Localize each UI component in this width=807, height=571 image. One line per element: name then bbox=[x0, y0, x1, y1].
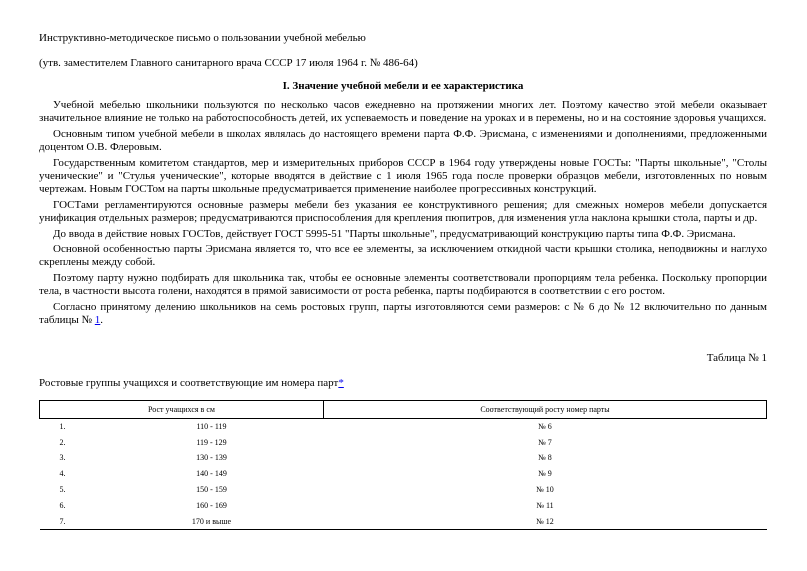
table-row bbox=[40, 497, 767, 513]
row-number: 4. bbox=[59, 469, 66, 479]
paragraph-5: До ввода в действие новых ГОСТов, действует ГОСТ 5995-51 "Парты школьные", предусматривающий конструкцию парты типа Ф.Ф. Эрисмана. bbox=[53, 227, 736, 240]
row-number: 3. bbox=[59, 453, 66, 463]
document-page bbox=[39, 32, 767, 530]
approval-note: (утв. заместителем Главного санитарного врача СССР 17 июля 1964 г. № 486-64) bbox=[39, 57, 418, 69]
section-heading: I. Значение учебной мебели и ее характеристика bbox=[282, 80, 524, 92]
row-number: 5. bbox=[59, 485, 66, 495]
table-row bbox=[40, 482, 767, 498]
row-number: 2. bbox=[59, 437, 66, 447]
table-row bbox=[40, 418, 767, 434]
desk-number: № 11 bbox=[536, 500, 554, 510]
table-1-link[interactable]: 1 bbox=[94, 314, 101, 327]
desk-number: № 10 bbox=[536, 485, 554, 495]
height-range: 119 - 129 bbox=[196, 437, 227, 447]
paragraph-8 bbox=[39, 301, 767, 328]
table-number: Таблица № 1 bbox=[706, 351, 767, 364]
desk-number: № 8 bbox=[538, 453, 552, 463]
table-row bbox=[40, 434, 767, 450]
height-range: 110 - 119 bbox=[196, 421, 227, 431]
table-header-row bbox=[40, 400, 767, 418]
desk-number: № 7 bbox=[538, 437, 552, 447]
header-height: Рост учащихся в см bbox=[40, 400, 324, 418]
paragraph-7: Поэтому парту нужно подбирать для школьника так, чтобы ее основные элементы соответствовали пропорциям тела ребенка. Поскольку пропорции тела, в частности высота голени, находятся в прямой зависимости от роста ребенка, парты подбираются в соответствии с его ростом. bbox=[39, 271, 767, 298]
table-row bbox=[40, 513, 767, 529]
paragraph-4: ГОСТами регламентируются основные размеры мебели без указания ее конструктивного решения; для смежных номеров мебели допускается унификация отдельных размеров; предусматриваются приспособления для крепления пюпитров, для изменения угла наклона крышки стола, парты и др. bbox=[39, 198, 767, 225]
height-range: 160 - 169 bbox=[196, 500, 227, 510]
document-title: Инструктивно-методическое письмо о пользовании учебной мебелью bbox=[39, 32, 366, 44]
paragraph-8-text: Согласно принятому делению школьников на семь ростовых групп, парты изготовляются семи размеров: с № 6 до № 12 включительно по данным таблицы № bbox=[39, 300, 767, 327]
table-caption-text: Ростовые группы учащихся и соответствующие им номера парт bbox=[39, 376, 339, 389]
row-number: 7. bbox=[40, 513, 100, 529]
paragraph-1: Учебной мебелью школьники пользуются по несколько часов ежедневно на протяжении многих лет. Поэтому качество этой мебели оказывает значительное влияние не только на работоспособность детей, их успеваемость и поведение на уроках и в перемены, но и на состояние здоровья учащихся. bbox=[39, 99, 767, 125]
table-body bbox=[40, 418, 767, 530]
row-number: 1. bbox=[59, 421, 66, 431]
paragraph-3: Государственным комитетом стандартов, мер и измерительных приборов СССР в 1964 году утверждены новые ГОСТы: "Парты школьные", "Столы ученические" и "Стулья ученические", которые вводятся в действие с 1 июля 1965 года после проверки образцов мебели, изготовленных по новым чертежам. Новым ГОСТом на парты школьные предусматривается применение наиболее прогрессивных конструкций. bbox=[39, 156, 767, 196]
paragraph-6: Основной особенностью парты Эрисмана является то, что все ее элементы, за исключением откидной части крышки столика, неподвижны и наглухо скреплены между собой. bbox=[39, 243, 767, 269]
height-range: 170 и выше bbox=[100, 513, 324, 529]
paragraph-8-end: . bbox=[100, 314, 104, 327]
height-range: 150 - 159 bbox=[196, 485, 227, 495]
desk-number: № 6 bbox=[538, 421, 552, 431]
footnote-link[interactable]: * bbox=[338, 376, 344, 389]
table-row bbox=[40, 450, 767, 466]
desk-number: № 12 bbox=[324, 513, 767, 529]
table-row bbox=[40, 466, 767, 482]
desk-number: № 9 bbox=[538, 469, 552, 479]
height-range: 140 - 149 bbox=[196, 469, 227, 479]
table-caption bbox=[39, 377, 767, 390]
header-desk-number: Соответствующий росту номер парты bbox=[324, 400, 767, 418]
height-range: 130 - 139 bbox=[196, 453, 227, 463]
paragraph-2: Основным типом учебной мебели в школах являлась до настоящего времени парта Ф.Ф. Эрисмана, с изменениями и дополнениями, предложенными доцентом О.В. Флеровым. bbox=[39, 127, 767, 154]
row-number: 6. bbox=[59, 500, 66, 510]
growth-groups-table bbox=[39, 400, 767, 531]
